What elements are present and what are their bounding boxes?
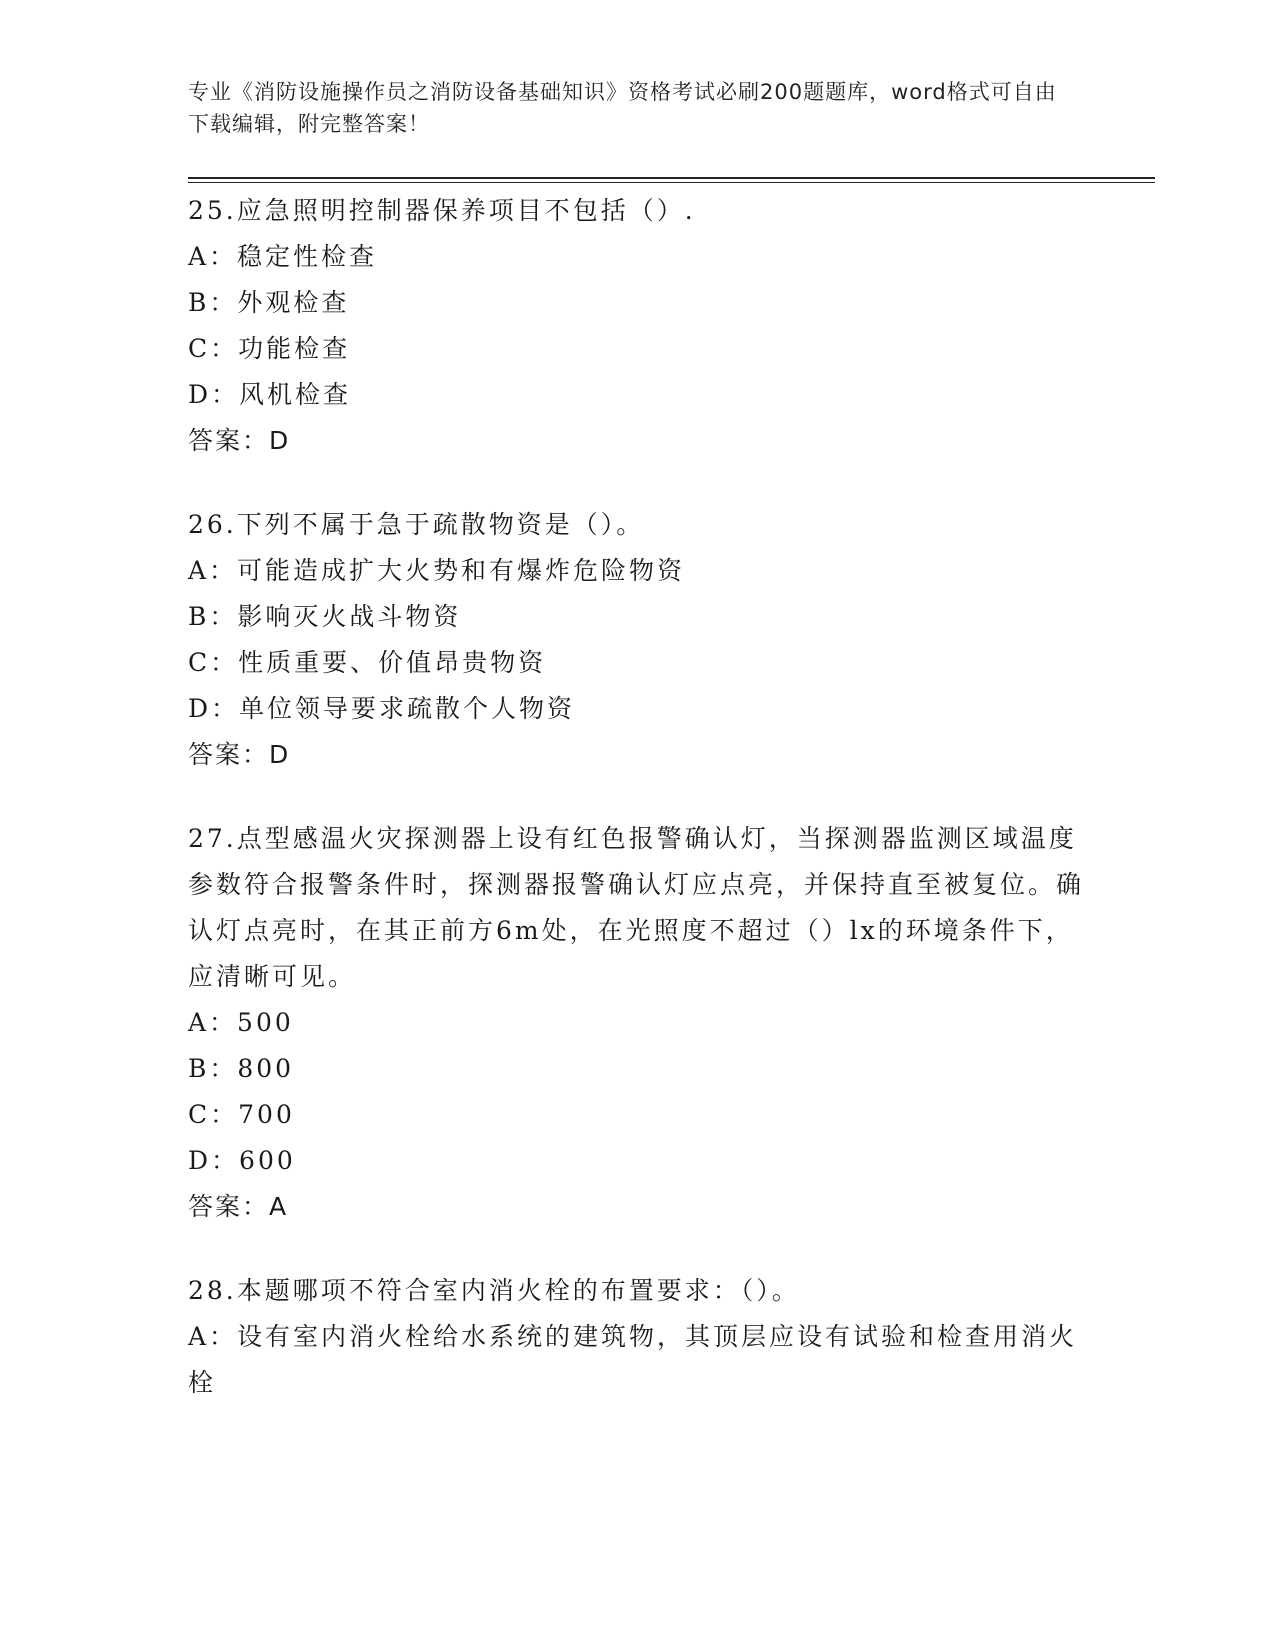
option-d: D：600 [188, 1146, 296, 1175]
question-list [188, 188, 1088, 1444]
option-b: B：800 [188, 1054, 295, 1083]
header-divider-thin [188, 182, 1155, 183]
option-b: B：影响灭火战斗物资 [188, 602, 462, 631]
document-header: 专业《消防设施操作员之消防设备基础知识》资格考试必刷200题题库，word格式可自由下载编辑，附完整答案！ [188, 80, 1057, 136]
question-stem: 27.点型感温火灾探测器上设有红色报警确认灯，当探测器监测区域温度参数符合报警条件时，探测器报警确认灯应点亮，并保持直至被复位。确认灯点亮时，在其正前方6m处，在光照度不超过（）lx的环境条件下，应清晰可见。 [188, 824, 1085, 991]
answer-line: 答案：A [188, 1192, 289, 1221]
question-28 [188, 1268, 1088, 1406]
header-divider-thick [188, 177, 1155, 179]
question-26 [188, 502, 1088, 778]
question-25 [188, 188, 1088, 464]
option-a: A：可能造成扩大火势和有爆炸危险物资 [188, 556, 686, 585]
option-b: B：外观检查 [188, 288, 350, 317]
option-c: C：700 [188, 1100, 295, 1129]
question-stem: 28.本题哪项不符合室内消火栓的布置要求：（）。 [188, 1276, 800, 1305]
option-a: A：设有室内消火栓给水系统的建筑物，其顶层应设有试验和检查用消火栓 [188, 1322, 1078, 1397]
question-stem: 26.下列不属于急于疏散物资是（）。 [188, 510, 645, 539]
answer-line: 答案：D [188, 740, 291, 769]
option-c: C：性质重要、价值昂贵物资 [188, 648, 547, 677]
option-c: C：功能检查 [188, 334, 351, 363]
question-27 [188, 816, 1088, 1230]
option-a: A：500 [188, 1008, 294, 1037]
question-stem: 25.应急照明控制器保养项目不包括（）. [188, 196, 696, 225]
option-a: A：稳定性检查 [188, 242, 378, 271]
option-d: D：风机检查 [188, 380, 352, 409]
option-d: D：单位领导要求疏散个人物资 [188, 694, 576, 723]
answer-line: 答案：D [188, 426, 291, 455]
